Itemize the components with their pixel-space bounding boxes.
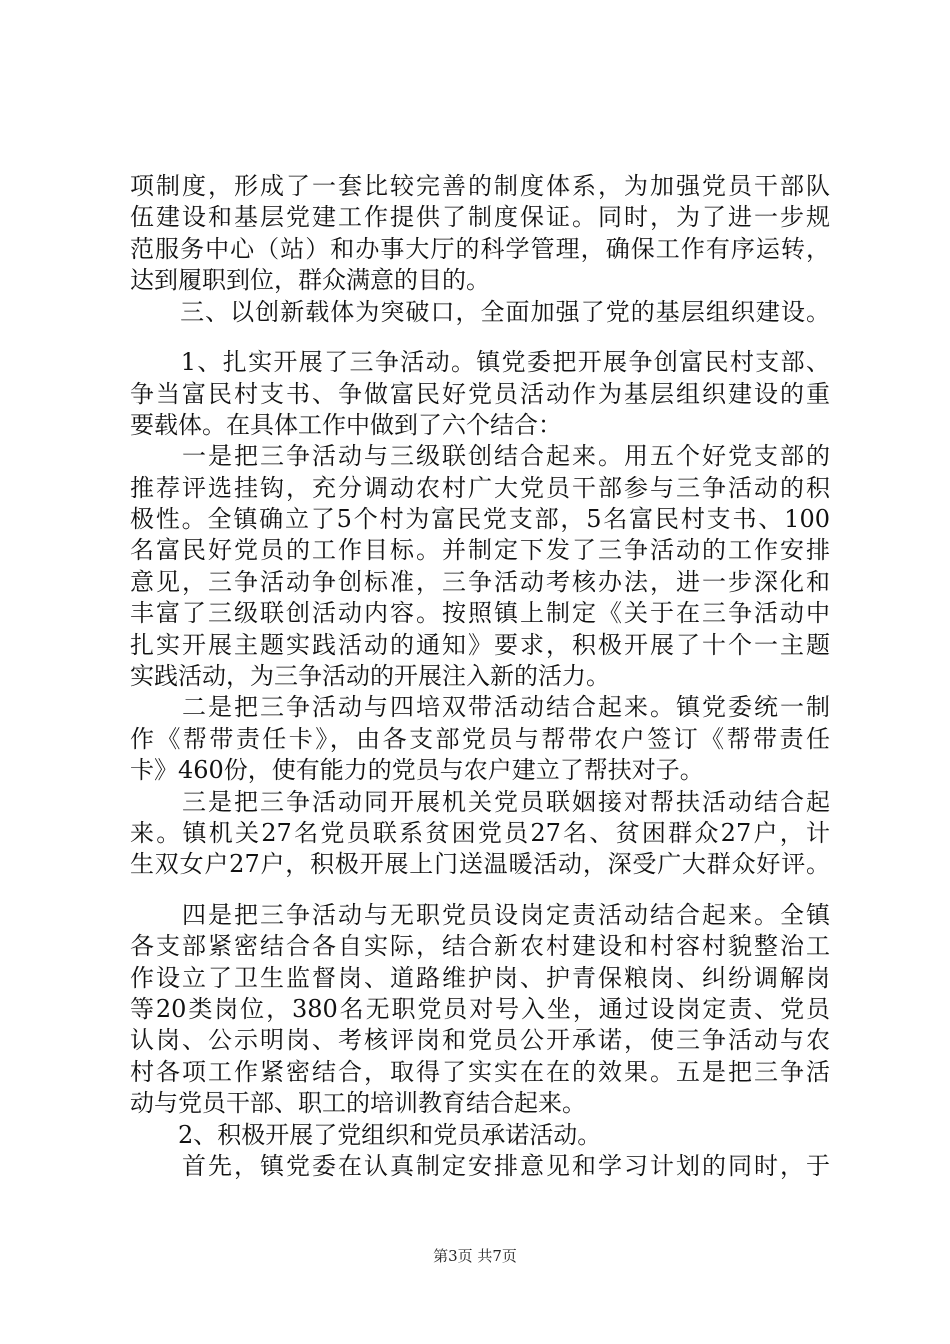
text-line-15: 扎实开展主题实践活动的通知》要求，积极开展了十个一主题 <box>130 631 830 659</box>
text-line-10: 推荐评选挂钩，充分调动农村广大党员干部参与三争活动的积 <box>130 474 830 502</box>
text-line-9: 一是把三争活动与三级联创结合起来。用五个好党支部的 <box>130 442 830 470</box>
text-line-24: 各支部紧密结合各自实际，结合新农村建设和村容村貌整治工 <box>130 932 830 960</box>
text-line-31: 首先，镇党委在认真制定安排意见和学习计划的同时，于 <box>130 1152 830 1180</box>
text-line-25: 作设立了卫生监督岗、道路维护岗、护青保粮岗、纠纷调解岗 <box>130 964 830 992</box>
text-line-13: 意见，三争活动争创标准，三争活动考核办法，进一步深化和 <box>130 568 830 596</box>
text-line-28: 村各项工作紧密结合，取得了实实在在的效果。五是把三争活 <box>130 1058 830 1086</box>
text-line-12: 名富民好党员的工作目标。并制定下发了三争活动的工作安排 <box>130 536 830 564</box>
text-line-30: 2、积极开展了党组织和党员承诺活动。 <box>130 1121 602 1149</box>
text-line-20: 三是把三争活动同开展机关党员联姻接对帮扶活动结合起 <box>130 788 830 816</box>
text-line-16: 实践活动，为三争活动的开展注入新的活力。 <box>130 662 610 690</box>
text-line-26: 等20类岗位，380名无职党员对号入坐，通过设岗定责、党员 <box>130 995 830 1023</box>
text-line-2: 伍建设和基层党建工作提供了制度保证。同时，为了进一步规 <box>130 203 830 231</box>
section-heading-3: 三、以创新载体为突破口，全面加强了党的基层组织建设。 <box>130 298 830 326</box>
text-line-17: 二是把三争活动与四培双带活动结合起来。镇党委统一制 <box>130 693 830 721</box>
text-line-11: 极性。全镇确立了5个村为富民党支部，5名富民村支书、100 <box>130 505 830 533</box>
text-line-29: 动与党员干部、职工的培训教育结合起来。 <box>130 1089 586 1117</box>
text-line-21: 来。镇机关27名党员联系贫困党员27名、贫困群众27户，计 <box>130 819 830 847</box>
text-line-3: 范服务中心（站）和办事大厅的科学管理，确保工作有序运转， <box>130 235 830 263</box>
text-line-1: 项制度，形成了一套比较完善的制度体系，为加强党员干部队 <box>130 172 830 200</box>
text-line-19: 卡》460份，使有能力的党员与农户建立了帮扶对子。 <box>130 756 704 784</box>
page-number-footer: 第3页 共7页 <box>433 1247 517 1265</box>
text-line-4: 达到履职到位，群众满意的目的。 <box>130 266 490 294</box>
text-line-27: 认岗、公示明岗、考核评岗和党员公开承诺，使三争活动与农 <box>130 1026 830 1054</box>
text-line-6: 1、扎实开展了三争活动。镇党委把开展争创富民村支部、 <box>130 348 830 376</box>
text-line-22: 生双女户27户，积极开展上门送温暖活动，深受广大群众好评。 <box>130 850 830 878</box>
text-line-23: 四是把三争活动与无职党员设岗定责活动结合起来。全镇 <box>130 901 830 929</box>
text-line-18: 作《帮带责任卡》，由各支部党员与帮带农户签订《帮带责任 <box>130 725 830 753</box>
text-line-8: 要载体。在具体工作中做到了六个结合： <box>130 411 562 439</box>
text-line-14: 丰富了三级联创活动内容。按照镇上制定《关于在三争活动中 <box>130 599 830 627</box>
text-line-7: 争当富民村支书、争做富民好党员活动作为基层组织建设的重 <box>130 380 830 408</box>
